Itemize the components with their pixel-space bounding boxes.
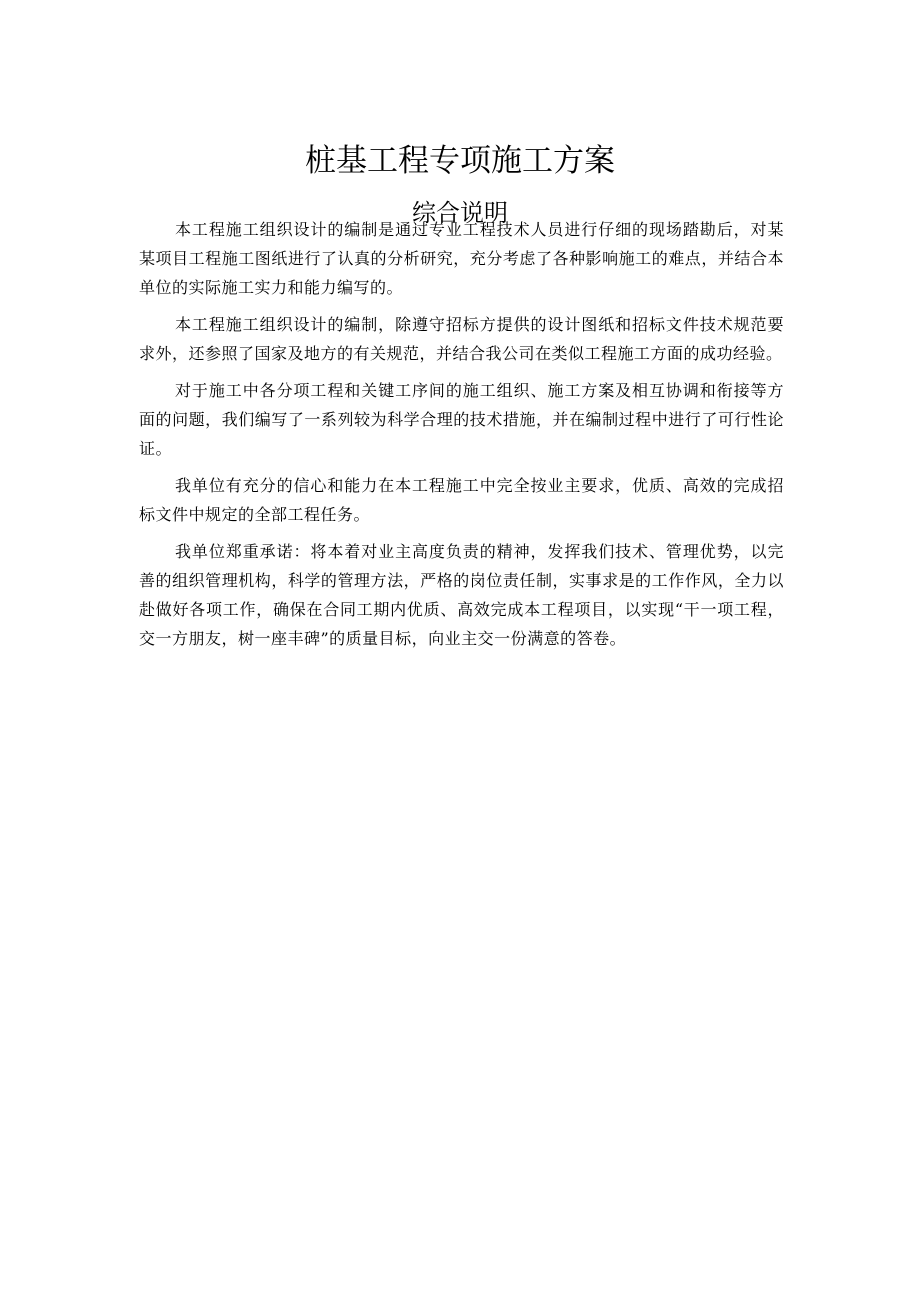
paragraph-4: 我单位有充分的信心和能力在本工程施工中完全按业主要求，优质、高效的完成招标文件中规定的全部工程任务。: [139, 476, 784, 524]
section-title: 综合说明: [412, 198, 508, 227]
document-title: 桩基工程专项施工方案: [305, 142, 615, 179]
document-body: [139, 215, 784, 661]
paragraph-5: 我单位郑重承诺：将本着对业主高度负责的精神，发挥我们技术、管理优势，以完善的组织管理机构，科学的管理方法，严格的岗位责任制，实事求是的工作作风，全力以赴做好各项工作，确保在合同工期内优质、高效完成本工程项目，以实现“干一项工程，交一方朋友，树一座丰碑”的质量目标，向业主交一份满意的答卷。: [139, 542, 784, 648]
paragraph-1: 本工程施工组织设计的编制是通过专业工程技术人员进行仔细的现场踏勘后，对某某项目工程施工图纸进行了认真的分析研究，充分考虑了各种影响施工的难点，并结合本单位的实际施工实力和能力编写的。: [139, 220, 784, 297]
paragraph-3: 对于施工中各分项工程和关键工序间的施工组织、施工方案及相互协调和衔接等方面的问题，我们编写了一系列较为科学合理的技术措施，并在编制过程中进行了可行性论证。: [139, 381, 784, 458]
paragraph-2: 本工程施工组织设计的编制，除遵守招标方提供的设计图纸和招标文件技术规范要求外，还参照了国家及地方的有关规范，并结合我公司在类似工程施工方面的成功经验。: [139, 315, 784, 363]
